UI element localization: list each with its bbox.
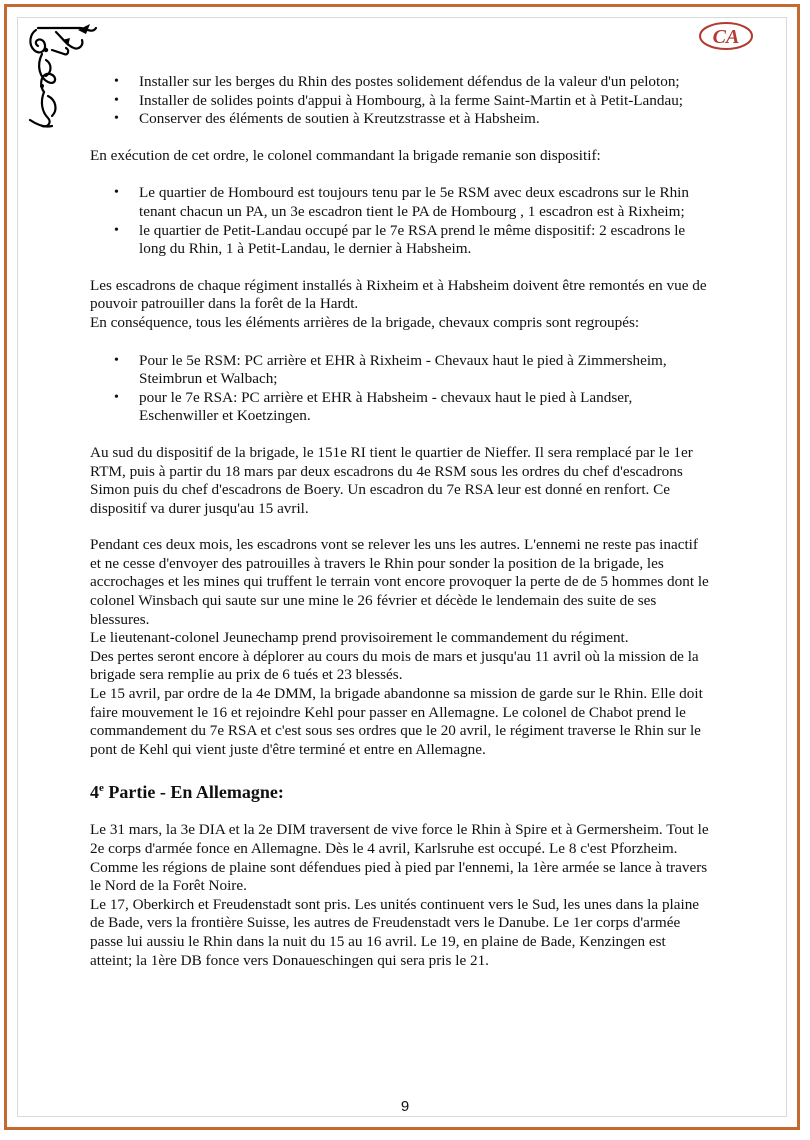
heading-superscript: e bbox=[99, 782, 104, 795]
section-heading bbox=[90, 777, 710, 803]
list-brigade-dispositif bbox=[90, 184, 710, 258]
paragraph: Le 31 mars, la 3e DIA et la 2e DIM traversent de vive force le Rhin à Spire et à Germersheim. Tout le 2e corps d'armée fonce en Allemagne. Dès le 4 avril, Karlsruhe est occupé. Le 8 c'est Pforzheim. Comme les régions de plaine sont défendues pied à pied par l'ennemi, la 1ère armée se lance à travers le Nord de la Forêt Noire. bbox=[90, 821, 709, 895]
list-item: • Pour le 5e RSM: PC arrière et EHR à Rixheim - Chevaux haut le pied à Zimmersheim, Steimbrun et Walbach; bbox=[90, 352, 710, 389]
list-item: • Installer de solides points d'appui à Hombourg, à la ferme Saint-Martin et à Petit-Landau; bbox=[90, 92, 710, 111]
page-number: 9 bbox=[400, 1098, 410, 1115]
list-item: • Le quartier de Hombourd est toujours tenu par le 5e RSM avec deux escadrons sur le Rhin tenant chacun un PA, un 3e escadron tient le PA de Hombourg , 1 escadron est à Rixheim; bbox=[90, 184, 710, 221]
paragraph: Au sud du dispositif de la brigade, le 151e RI tient le quartier de Nieffer. Il sera remplacé par le 1er RTM, puis à partir du 18 mars par deux escadrons du 4e RSM sous les ordres du chef d'escadrons Simon puis du chef d'escadrons de Boery. Un escadron du 7e RSA leur est donné en renfort. Ce dispositif va durer jusqu'au 15 avril. bbox=[90, 443, 693, 517]
list-item: • le quartier de Petit-Landau occupé par le 7e RSA prend le même dispositif: 2 escadrons le long du Rhin, 1 à Petit-Landau, le dernier à Habsheim. bbox=[90, 222, 710, 259]
badge-text: CA bbox=[712, 26, 740, 48]
list-item: • Installer sur les berges du Rhin des postes solidement défendus de la valeur d'un peloton; bbox=[90, 73, 710, 92]
page-content bbox=[90, 73, 710, 970]
paragraph: Le 17, Oberkirch et Freudenstadt sont pris. Les unités continuent vers le Sud, les unes dans la plaine de Bade, vers la frontière Suisse, les autres de Freudenstadt vers le Danube. Le 1er corps d'armée passe lui aussiu le Rhin dans la nuit du 15 au 16 avril. Le 19, en plaine de Bade, Kenzingen est atteint; la 1ère DB fonce vers Donaueschingen qui sera pris le 21. bbox=[90, 895, 700, 969]
list-item: • pour le 7e RSA: PC arrière et EHR à Habsheim - chevaux haut le pied à Landser, Eschenwiller et Koetzingen. bbox=[90, 389, 710, 426]
heading-number: 4 bbox=[90, 782, 99, 803]
paragraph: Le 15 avril, par ordre de la 4e DMM, la brigade abandonne sa mission de garde sur le Rhin. Elle doit faire mouvement le 16 et rejoindre Kehl pour passer en Allemagne. Le colonel de Chabot prend le commandement du 7e RSA et c'est sous ses ordres que le 20 avril, le régiment traverse le Rhin sur le pont de Kehl qui vient juste d'être terminé et entre en Allemagne. bbox=[90, 685, 703, 758]
paragraph: Pendant ces deux mois, les escadrons vont se relever les uns les autres. L'ennemi ne reste pas inactif et ne cesse d'envoyer des patrouilles à travers le Rhin pour sonder la position de la brigade, les accrochages et les mines qui truffent le terrain vont encore provoquer la perte de de 5 hommes dont le colonel Winsbach qui saute sur une mine le 26 février et décède le lendemain des suite de ses blessures. bbox=[90, 536, 709, 628]
list-rear-elements bbox=[90, 352, 710, 426]
ca-logo-badge bbox=[698, 21, 754, 51]
paragraph: En exécution de cet ordre, le colonel commandant la brigade remanie son dispositif: bbox=[90, 146, 601, 164]
list-item: • Conserver des éléments de soutien à Kreutzstrasse et à Habsheim. bbox=[90, 110, 710, 129]
heading-text: Partie - En Allemagne: bbox=[103, 782, 284, 803]
paragraph: Le lieutenant-colonel Jeunechamp prend provisoirement le commandement du régiment. bbox=[90, 629, 629, 647]
ornamental-letter-f-icon bbox=[22, 20, 100, 132]
paragraph: En conséquence, tous les éléments arrières de la brigade, chevaux compris sont regroupés: bbox=[90, 313, 640, 331]
list-deployment-orders bbox=[90, 73, 710, 129]
paragraph: Des pertes seront encore à déplorer au cours du mois de mars et jusqu'au 11 avril où la mission de la brigade sera remplie au prix de 6 tués et 23 blessés. bbox=[90, 647, 699, 684]
paragraph: Les escadrons de chaque régiment installés à Rixheim et à Habsheim doivent être remontés en vue de pouvoir patrouiller dans la forêt de la Hardt. bbox=[90, 276, 707, 313]
